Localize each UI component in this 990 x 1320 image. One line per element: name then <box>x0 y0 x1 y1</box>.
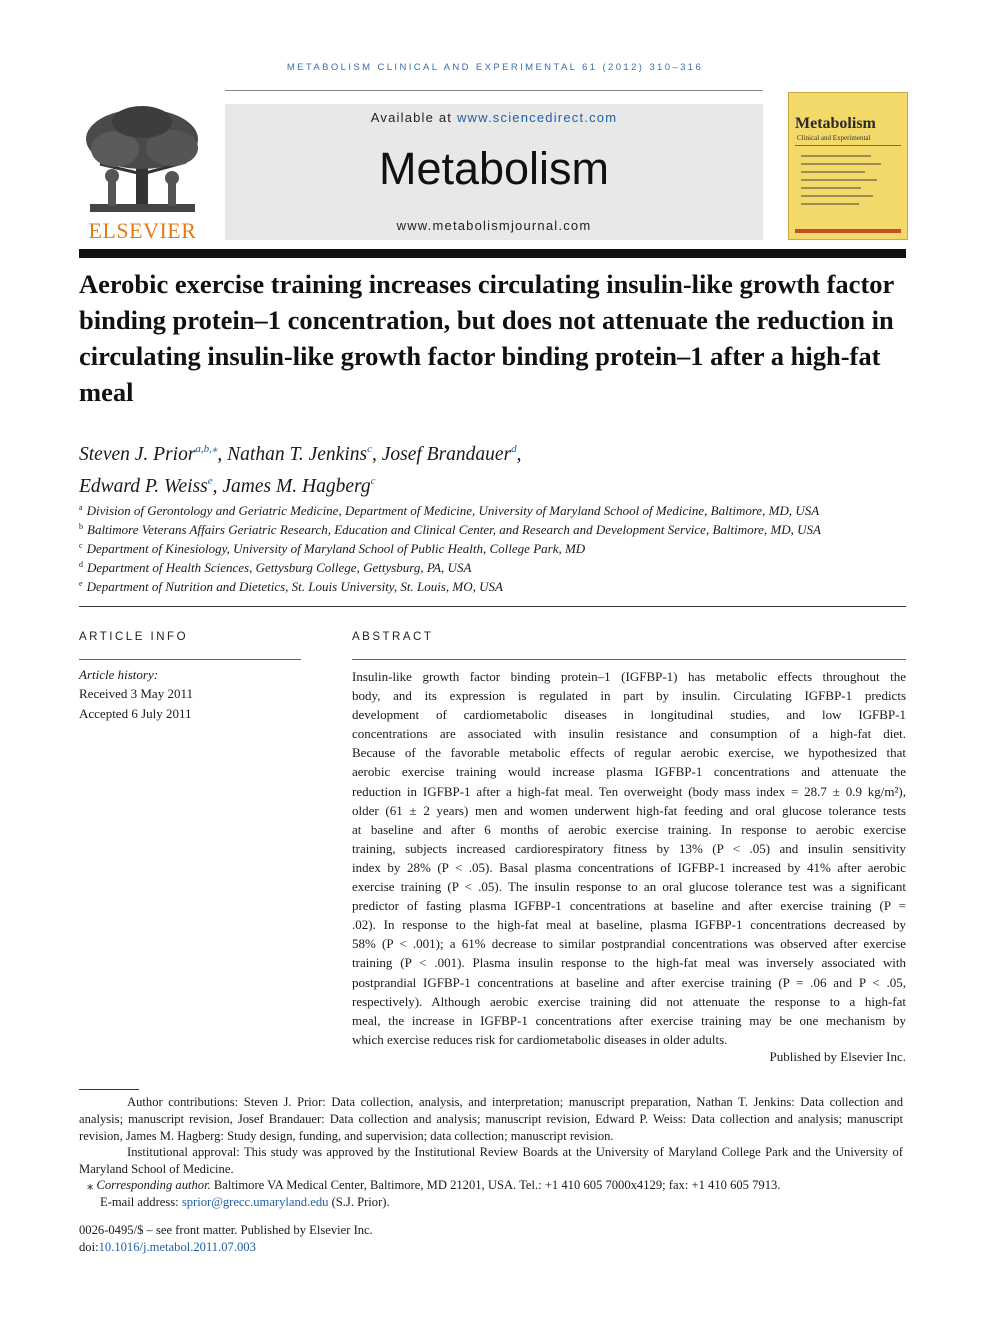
author-name: Steven J. Prior <box>79 444 196 465</box>
abstract-line: reduction in IGFBP-1 after a high-fat meal. Ten overweight (body mass index = 28.7 ± 0.9 kg/m²), <box>352 783 906 799</box>
abstract-line: at baseline and after 6 months of aerobic exercise training. In response to aerobic exercise <box>352 821 906 837</box>
author-name: Nathan T. Jenkins <box>227 444 368 465</box>
abstract-line: exercise training (P < .05). The insulin response to an oral glucose tolerance test was a significant <box>352 879 906 895</box>
article-info-heading: ARTICLE INFO <box>79 631 189 643</box>
abstract-line: Insulin-like growth factor binding protein–1 (IGFBP-1) has metabolic effects throughout the <box>352 669 906 684</box>
cover-text-line <box>801 171 865 173</box>
section-divider <box>79 606 906 607</box>
affiliation: $^d$ Department of Health Sciences, Gettysburg College, Gettysburg, PA, USA <box>79 560 472 575</box>
affiliation: $^c$ Department of Kinesiology, University of Maryland School of Public Health, College Park, MD <box>79 541 586 556</box>
abstract-line: postprandial IGFBP-1 concentrations at baseline and after exercise training (P = .06 and P < .05, <box>352 974 906 990</box>
abstract-line: body, and its expression is regulated in part by insulin. Circulating IGFBP-1 predicts <box>352 688 906 704</box>
abstract-heading: ABSTRACT <box>352 631 434 643</box>
author-list: Steven J. Prior$^{a,b,⁎}$, Nathan T. Jenkins$^c$, Josef Brandauer$^d$, Edward P. Weiss$^e$, James M. Hagberg$^c$ <box>79 443 522 497</box>
cover-subtitle: Clinical and Experimental <box>797 134 871 142</box>
doi-line: doi:10.1016/j.metabol.2011.07.003 <box>79 1240 256 1254</box>
availability-prefix: Available at <box>370 110 457 125</box>
author-name: Edward P. Weiss <box>79 476 208 497</box>
author-affil-sup[interactable]: c <box>367 443 372 455</box>
abstract-line: training (P < .001). Plasma insulin response to the high-fat meal was inversely associated with <box>352 955 906 971</box>
footnote-email: E-mail address: sprior@grecc.umaryland.edu (S.J. Prior). <box>100 1195 390 1209</box>
cover-text-line <box>801 163 881 165</box>
author-name: Josef Brandauer <box>381 444 512 465</box>
history-label: Article history: <box>79 667 159 682</box>
abstract-line: training, subjects increased cardiorespiratory fitness by 13% (P < .05) and insulin sensitivity <box>352 840 906 856</box>
abstract-rule <box>352 659 906 660</box>
cover-text-line <box>801 187 861 189</box>
article-info-rule <box>79 659 301 660</box>
abstract-line: Because of the favorable metabolic effects of regular aerobic exercise, we hypothesized that <box>352 745 906 761</box>
author-affil-sup[interactable]: c <box>370 475 376 487</box>
abstract-line: predictor of fasting plasma IGFBP-1 concentrations at baseline and after exercise training (P = <box>352 898 906 914</box>
sciencedirect-link[interactable]: www.sciencedirect.com <box>456 110 618 125</box>
cover-bottom-band <box>795 229 901 233</box>
cover-text-line <box>801 195 873 197</box>
footnote-contributions: Author contributions: Steven J. Prior: Data collection, analysis, and interpretation; manuscript preparation, Nathan T. Jenkins: Data collection and analysis; manuscript revision, Josef Brandauer: Data collection and analysis; manuscript revision, Edward P. Weiss: Data collection and analysis; manuscript revision, James M. Hagberg: Study design, funding, and supervision; data collection; manuscript revision. <box>79 1095 903 1143</box>
running-header: METABOLISM CLINICAL AND EXPERIMENTAL 61 (2012) 310–316 <box>286 62 704 73</box>
availability-line <box>225 110 763 125</box>
footnote-rule <box>79 1089 139 1090</box>
author-name: James M. Hagberg <box>222 476 371 497</box>
abstract-line: aerobic exercise training would increase plasma IGFBP-1 concentrations and attenuate the <box>352 764 906 780</box>
abstract-line: respectively). Although aerobic exercise training did not attenuate the response to a high-fat <box>352 993 906 1009</box>
affiliation: $^e$ Department of Nutrition and Dietetics, St. Louis University, St. Louis, MO, USA <box>79 579 503 594</box>
masthead-top-rule <box>225 90 763 91</box>
cover-text-line <box>801 155 871 157</box>
abstract-line: .02). In response to the high-fat meal at baseline, plasma IGFBP-1 concentrations decreased by <box>352 917 906 933</box>
affiliation: $^a$ Division of Gerontology and Geriatric Medicine, Department of Medicine, University of Maryland School of Medicine, Baltimore, MD, USA <box>79 503 820 518</box>
author-affil-sup[interactable]: a,b,⁎ <box>195 443 218 455</box>
cover-text-line <box>801 203 859 205</box>
cover-title: Metabolism <box>795 115 876 132</box>
abstract-body <box>352 667 906 1049</box>
footnote-corresponding: ⁎ Corresponding author. Baltimore VA Medical Center, Baltimore, MD 21201, USA. Tel.: +1 410 605 7000x4129; fax: +1 410 605 7913. <box>87 1178 781 1192</box>
elsevier-tree-icon <box>80 104 205 216</box>
abstract-line: which exercise reduces risk for cardiometabolic diseases in older adults. <box>352 1031 728 1047</box>
doi-link[interactable]: 10.1016/j.metabol.2011.07.003 <box>98 1240 256 1254</box>
email-link[interactable]: sprior@grecc.umaryland.edu <box>181 1195 329 1209</box>
abstract-line: development of cardiometabolic diseases in longitudinal studies, and low IGFBP-1 <box>352 707 906 723</box>
abstract-line: 58% (P < .001); a 61% decrease to similar postprandial concentrations was observed after exercise <box>352 936 906 952</box>
published-by: Published by Elsevier Inc. <box>769 1049 906 1064</box>
header-thick-rule <box>79 249 906 258</box>
abstract-line: index by 28% (P < .05). Basal plasma concentrations of IGFBP-1 increased by 41% after aerobic <box>352 859 906 875</box>
elsevier-logo-text: ELSEVIER <box>88 218 197 243</box>
received-date: Received 3 May 2011 <box>79 686 193 701</box>
journal-cover <box>788 92 908 240</box>
abstract-line: concentrations are associated with insulin resistance and consumption of a high-fat diet. <box>352 726 906 742</box>
article-title: Aerobic exercise training increases circulating insulin-like growth factor binding protein–1 concentration, but does not attenuate the reduction in circulating insulin-like growth factor binding protein–1 after a high-fat meal <box>79 269 894 407</box>
front-matter-line: 0026-0495/$ – see front matter. Published by Elsevier Inc. <box>79 1223 373 1237</box>
author-affil-sup[interactable]: d <box>511 443 517 455</box>
journal-url[interactable]: www.metabolismjournal.com <box>396 218 592 233</box>
abstract-line: meal, the increase in IGFBP-1 concentrations after exercise training may be one mechanism by <box>352 1012 906 1028</box>
author-affil-sup[interactable]: e <box>207 475 213 487</box>
footnote-approval: Institutional approval: This study was approved by the Institutional Review Boards at the University of Maryland College Park and the University of Maryland School of Medicine. <box>79 1145 903 1176</box>
abstract-line: older (61 ± 2 years) men and women underwent high-fat feeding and oral glucose tolerance tests <box>352 802 906 818</box>
cover-rule <box>795 145 901 146</box>
journal-title: Metabolism <box>378 143 610 194</box>
cover-text-line <box>801 179 877 181</box>
accepted-date: Accepted 6 July 2011 <box>79 706 192 721</box>
affiliation: $^b$ Baltimore Veterans Affairs Geriatric Research, Education and Clinical Center, and Research and Development Service, Baltimore, MD, USA <box>79 522 821 537</box>
